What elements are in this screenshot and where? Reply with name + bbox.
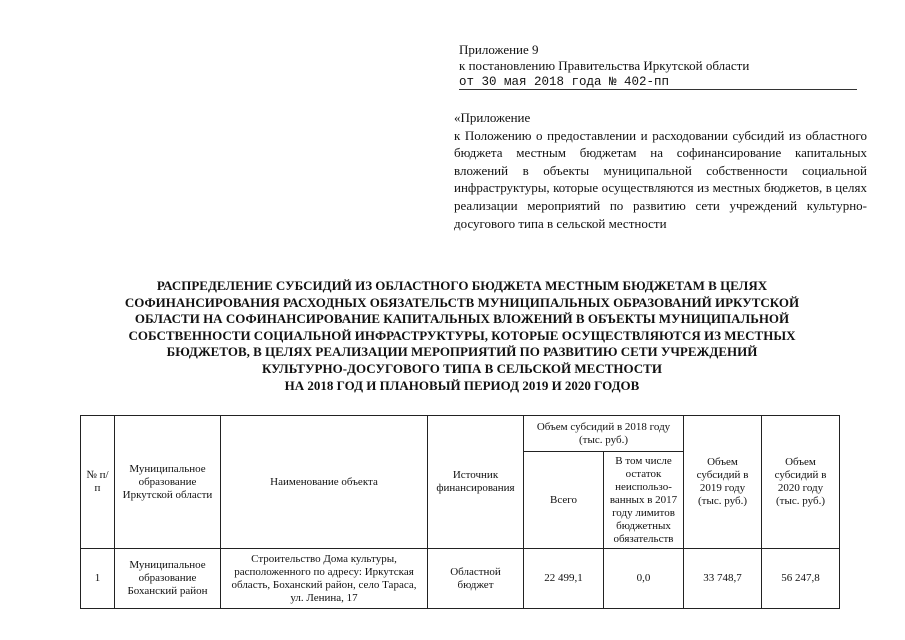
title-line: БЮДЖЕТОВ, В ЦЕЛЯХ РЕАЛИЗАЦИИ МЕРОПРИЯТИЙ ПО РАЗВИТИЮ СЕТИ УЧРЕЖДЕНИЙ [166,344,758,360]
sub-appendix [454,109,867,232]
resolution-date: от 30 мая 2018 года № 402-пп [459,75,670,89]
title-line: СОБСТВЕННОСТИ СОЦИАЛЬНОЙ ИНФРАСТРУКТУРЫ, КОТОРЫЕ ОСУЩЕСТВЛЯЮТСЯ ИЗ МЕСТНЫХ [128,327,796,343]
title-line: НА 2018 ГОД И ПЛАНОВЫЙ ПЕРИОД 2019 И 2020 ГОДОВ [284,377,640,393]
subsidy-table [80,415,840,609]
header-source: Источник финансирования [428,416,524,549]
title-line: КУЛЬТУРНО-ДОСУГОВОГО ТИПА В СЕЛЬСКОЙ МЕСТНОСТИ [262,360,662,376]
header-num: № п/п [81,416,115,549]
sub-appendix-text: к Положению о предоставлении и расходовании субсидий из областного бюджета местным бюджетам на софинансирование капитальных вложений в объекты муниципальной собственности социальной инфраструктуры, которые осуществляются из местных бюджетов, в целях реализации мероприятий по развитию сети учреждений культурно-досугового типа в сельской местности [454,127,867,231]
sub-appendix-label: «Приложение [454,110,531,125]
cell-municipality: Муниципальное образование Боханский район [115,549,221,609]
cell-total: 22 499,1 [524,549,604,609]
cell-vol2020: 56 247,8 [762,549,840,609]
cell-vol2019: 33 748,7 [684,549,762,609]
resolution-reference: к постановлению Правительства Иркутской области [459,58,750,73]
title-line: ОБЛАСТИ НА СОФИНАНСИРОВАНИЕ КАПИТАЛЬНЫХ ВЛОЖЕНИЙ В ОБЪЕКТЫ МУНИЦИПАЛЬНОЙ [134,311,790,327]
appendix-header [459,42,859,90]
header-total: Всего [524,452,604,549]
cell-num: 1 [81,549,115,609]
date-underline [459,89,857,90]
header-vol2020: Объем субсидий в 2020 году (тыс. руб.) [762,416,840,549]
document-title [82,278,842,394]
table-row [81,549,840,609]
header-vol2018: Объем субсидий в 2018 году (тыс. руб.) [524,416,684,452]
cell-object: Строительство Дома культуры, расположенного по адресу: Иркутская область, Боханский район, село Тараса, ул. Ленина, 17 [221,549,428,609]
header-municipality: Муниципальное образование Иркутской области [115,416,221,549]
cell-unused: 0,0 [604,549,684,609]
header-vol2019: Объем субсидий в 2019 году (тыс. руб.) [684,416,762,549]
header-unused: В том числе остаток неиспользованных в 2017 году лимитов бюджетных обязательств [604,452,684,549]
title-line: СОФИНАНСИРОВАНИЯ РАСХОДНЫХ ОБЯЗАТЕЛЬСТВ МУНИЦИПАЛЬНЫХ ОБРАЗОВАНИЙ ИРКУТСКОЙ [124,294,800,310]
header-object: Наименование объекта [221,416,428,549]
cell-source: Областной бюджет [428,549,524,609]
appendix-number: Приложение 9 [459,42,539,57]
table-header-row [81,416,840,452]
title-line: РАСПРЕДЕЛЕНИЕ СУБСИДИЙ ИЗ ОБЛАСТНОГО БЮДЖЕТА МЕСТНЫМ БЮДЖЕТАМ В ЦЕЛЯХ [156,278,768,293]
